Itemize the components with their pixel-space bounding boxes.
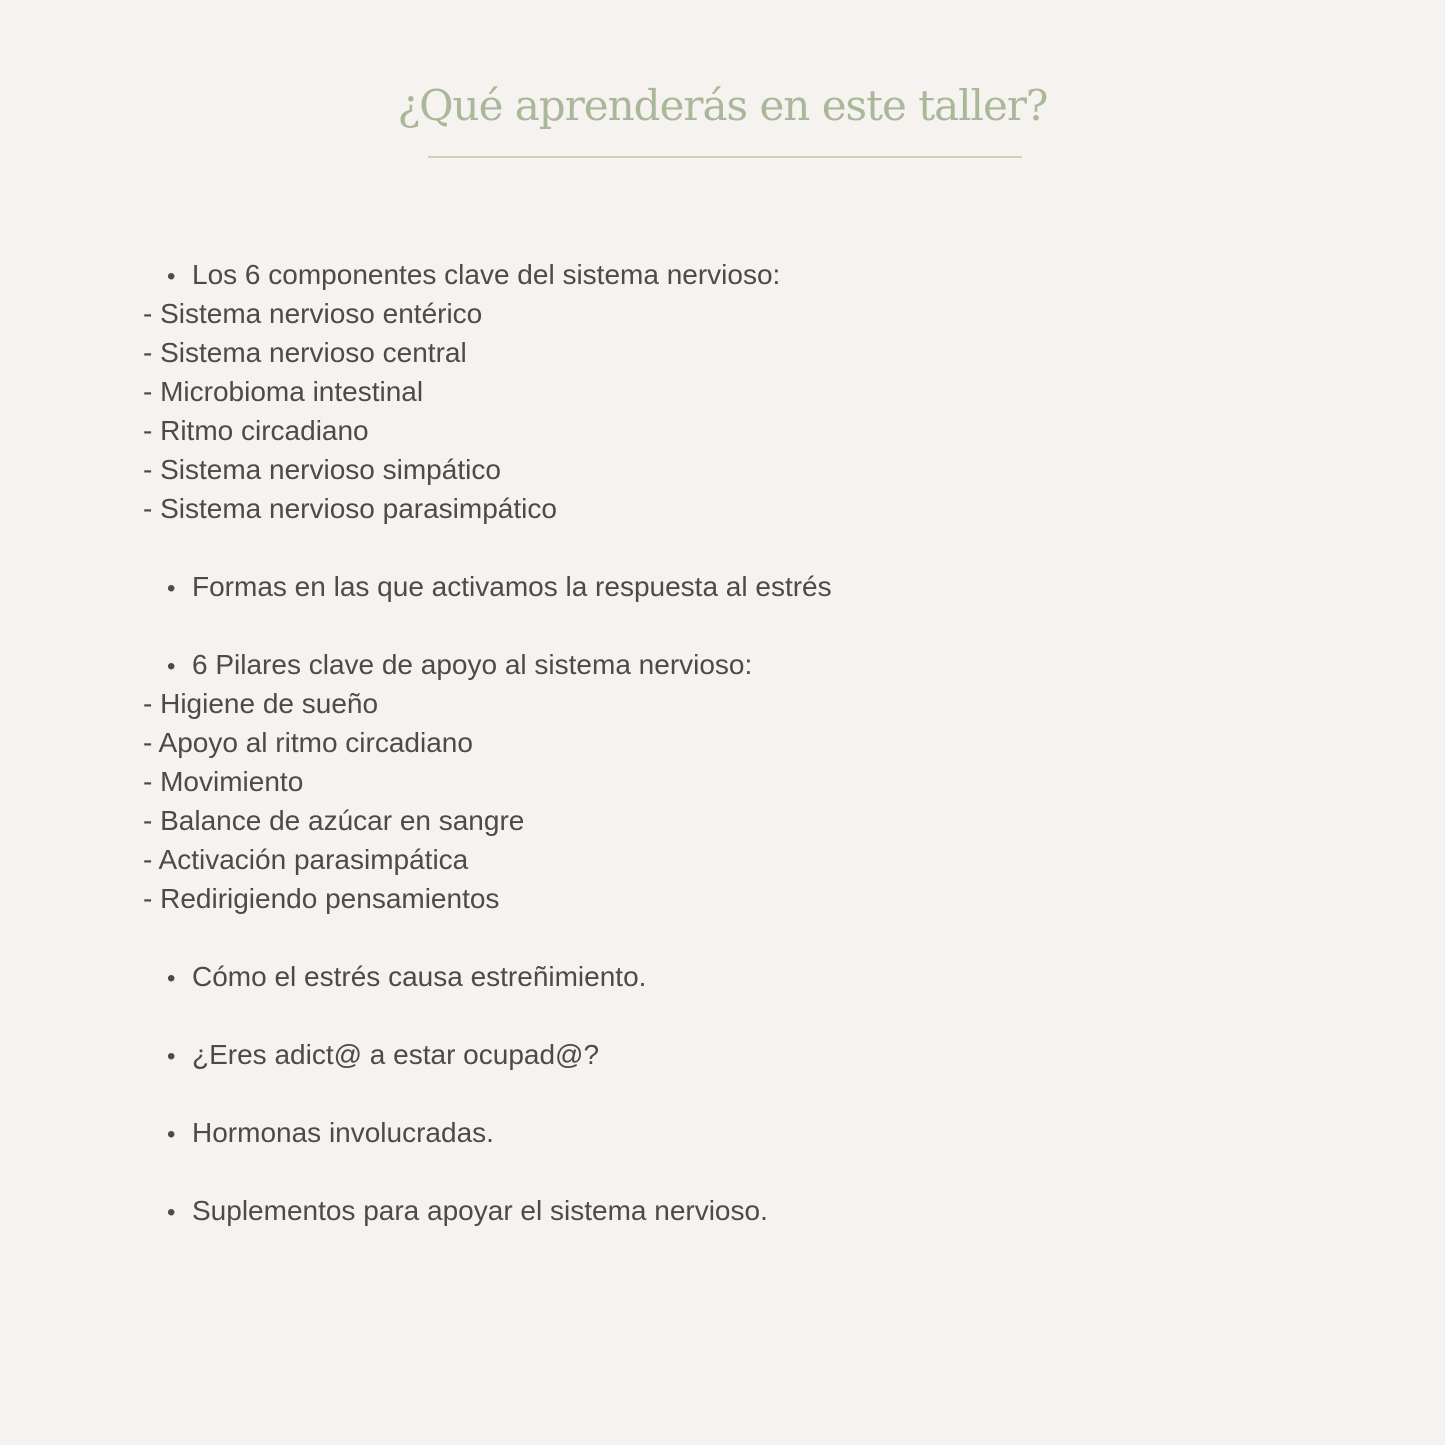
sub-item: - Activación parasimpática [143, 844, 469, 875]
topic-bullet: • Cómo el estrés causa estreñimiento. [143, 957, 1293, 996]
sub-item: - Ritmo circadiano [143, 415, 369, 446]
topic-bullet: • Hormonas involucradas. [143, 1113, 1293, 1152]
sub-item: - Redirigiendo pensamientos [143, 883, 500, 914]
spacer [143, 528, 1293, 567]
page-title: ¿Qué aprenderás en este taller? [397, 81, 1048, 130]
topic-bullet: • ¿Eres adict@ a estar ocupad@? [143, 1035, 1293, 1074]
topic-bullet: • Los 6 componentes clave del sistema nervioso: [143, 255, 1293, 294]
title-divider [428, 156, 1022, 158]
spacer [143, 1074, 1293, 1113]
sub-item: - Sistema nervioso simpático [143, 454, 501, 485]
spacer [143, 996, 1293, 1035]
sub-item: - Sistema nervioso parasimpático [143, 493, 557, 524]
sub-item: - Movimiento [143, 766, 304, 797]
sub-item: - Sistema nervioso entérico [143, 298, 483, 329]
sub-item: - Balance de azúcar en sangre [143, 805, 525, 836]
spacer [143, 1152, 1293, 1191]
spacer [143, 918, 1293, 957]
topic-bullet: • Suplementos para apoyar el sistema nervioso. [143, 1191, 1293, 1230]
sub-item: - Apoyo al ritmo circadiano [143, 727, 473, 758]
spacer [143, 606, 1293, 645]
topic-bullet: • 6 Pilares clave de apoyo al sistema nervioso: [143, 645, 1293, 684]
sub-item: - Microbioma intestinal [143, 376, 424, 407]
topics-list [143, 255, 1293, 1230]
sub-item: - Higiene de sueño [143, 688, 379, 719]
topic-bullet: • Formas en las que activamos la respuesta al estrés [143, 567, 1293, 606]
sub-item: - Sistema nervioso central [143, 337, 467, 368]
